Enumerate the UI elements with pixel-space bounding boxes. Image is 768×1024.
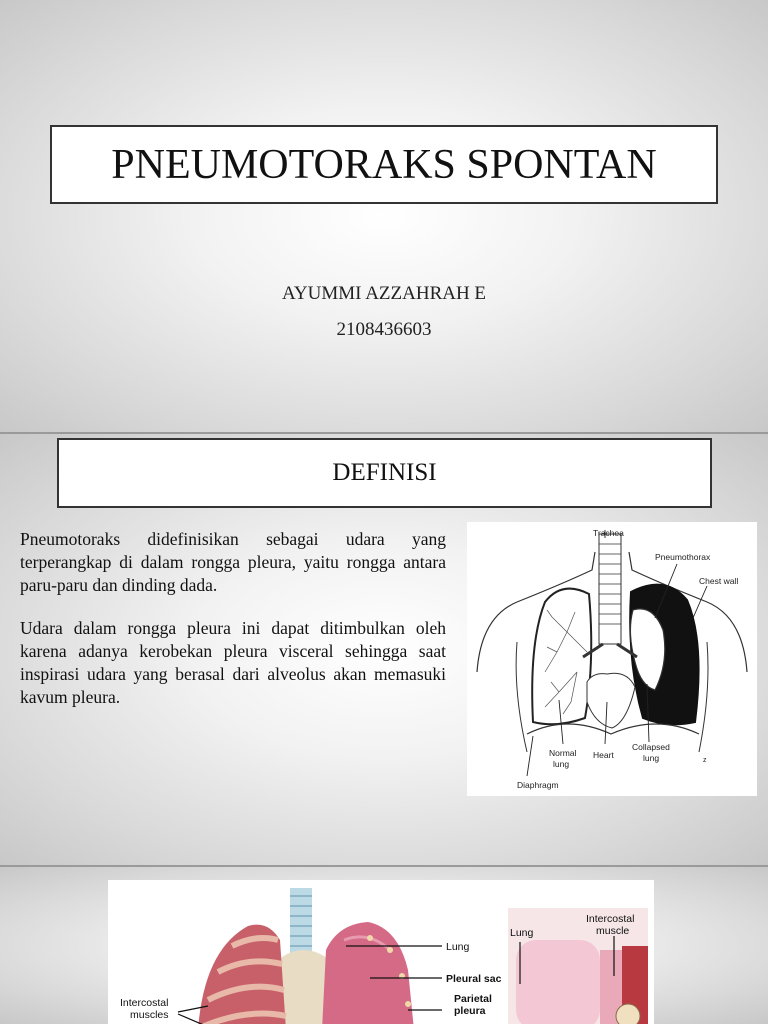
collapsed-lung-label-line2: lung <box>643 753 660 763</box>
parietal-pleura-label: Parietal <box>454 993 492 1005</box>
pneumothorax-label: Pneumothorax <box>655 552 711 562</box>
trachea-label: Trachea <box>593 528 624 538</box>
definition-slide <box>0 434 768 865</box>
intercostal-muscles-label: Intercostal <box>120 997 169 1009</box>
slide-heading: DEFINISI <box>57 438 712 508</box>
inset-intercostal-label: Intercostal <box>586 913 635 925</box>
diaphragm-label: Diaphragm <box>517 780 559 790</box>
corner-mark: z <box>703 757 707 764</box>
inset-lung-label: Lung <box>510 927 534 939</box>
collapsed-lung-label: Collapsed <box>632 742 670 752</box>
intercostal-muscles-label-line2: muscles <box>130 1009 169 1021</box>
author-id: 2108436603 <box>336 319 432 340</box>
explanation-paragraph: Udara dalam rongga pleura ini dapat ditimbulkan oleh karena adanya kerobekan pleura visceral sehingga saat inspirasi udara yang berasal dari alveolus akan memasuki kavum pleura. <box>20 618 446 707</box>
normal-lung-label: Normal <box>549 748 577 758</box>
chest-wall-label: Chest wall <box>699 576 739 586</box>
lung-label: Lung <box>446 941 470 953</box>
pleural-sac-label: Pleural sac <box>446 973 502 985</box>
definition-paragraph: Pneumotoraks didefinisikan sebagai udara yang terperangkap di dalam rongga pleura, yaitu rongga antara paru-paru dan dinding dada. <box>20 529 446 595</box>
anatomy-slide <box>0 867 768 1024</box>
author-name: AYUMMI AZZAHRAH E <box>281 283 487 304</box>
normal-lung-label-line2: lung <box>553 759 570 769</box>
heart-label: Heart <box>593 750 614 760</box>
pleura-anatomy-diagram <box>108 880 654 1024</box>
slide-title: PNEUMOTORAKS SPONTAN <box>50 125 718 204</box>
title-slide <box>0 0 768 432</box>
inset-intercostal-label-line2: muscle <box>596 925 630 937</box>
parietal-pleura-label-line2: pleura <box>454 1005 486 1017</box>
pneumothorax-diagram <box>467 522 757 796</box>
